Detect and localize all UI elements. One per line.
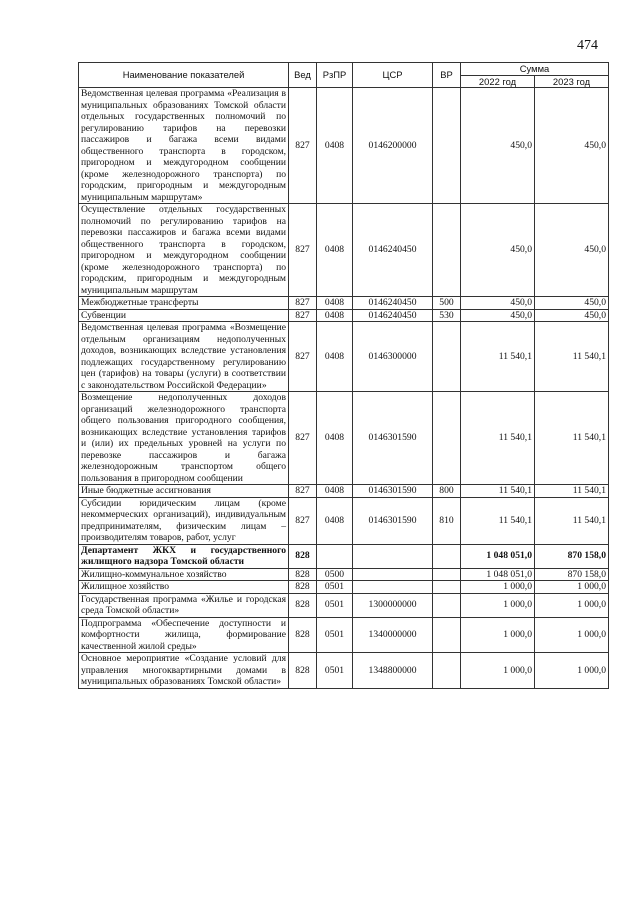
- row-name: Основное мероприятие «Создание условий для управления многоквартирными домами в муниципальных образованиях Томской области»: [79, 653, 289, 689]
- row-rzpr: 0501: [317, 653, 353, 689]
- row-sum-2022: 1 000,0: [461, 593, 535, 617]
- row-ved: 827: [289, 392, 317, 485]
- row-csr: [353, 544, 433, 568]
- table-row: [79, 544, 609, 568]
- row-ved: 827: [289, 309, 317, 322]
- row-sum-2023: 450,0: [535, 297, 609, 310]
- row-ved: 827: [289, 485, 317, 498]
- row-name: Подпрограмма «Обеспечение доступности и комфортности жилища, формирование качественной жилой среды»: [79, 617, 289, 653]
- row-sum-2023: 450,0: [535, 309, 609, 322]
- row-sum-2023: 1 000,0: [535, 653, 609, 689]
- header-name: Наименование показателей: [79, 63, 289, 88]
- row-vr: [433, 392, 461, 485]
- row-sum-2022: 450,0: [461, 88, 535, 204]
- row-csr: 0146240450: [353, 309, 433, 322]
- row-rzpr: 0408: [317, 88, 353, 204]
- row-csr: 0146301590: [353, 497, 433, 544]
- row-csr: 0146301590: [353, 485, 433, 498]
- table-row: [79, 297, 609, 310]
- row-name: Межбюджетные трансферты: [79, 297, 289, 310]
- row-csr: 0146200000: [353, 88, 433, 204]
- header-rzpr: РзПР: [317, 63, 353, 88]
- row-rzpr: 0408: [317, 297, 353, 310]
- row-csr: 0146240450: [353, 297, 433, 310]
- table-row: [79, 653, 609, 689]
- budget-table: [78, 62, 609, 689]
- row-sum-2022: 1 000,0: [461, 617, 535, 653]
- row-sum-2022: 1 000,0: [461, 581, 535, 594]
- row-name: Ведомственная целевая программа «Реализация в муниципальных образованиях Томской области отдельных государственных полномочий по регулированию тарифов на перевозки пассажиров и багажа всеми видами общественного транспорта в городском, пригородном и междугородном сообщении (кроме железнодорожного транспорта) по городским, пригородным и междугородным муниципальным маршрутам»: [79, 88, 289, 204]
- row-rzpr: 0408: [317, 485, 353, 498]
- row-rzpr: 0408: [317, 309, 353, 322]
- header-ved: Вед: [289, 63, 317, 88]
- row-sum-2023: 1 000,0: [535, 617, 609, 653]
- row-ved: 827: [289, 297, 317, 310]
- row-vr: [433, 653, 461, 689]
- row-vr: [433, 322, 461, 392]
- row-csr: 1340000000: [353, 617, 433, 653]
- row-sum-2022: 450,0: [461, 309, 535, 322]
- row-rzpr: 0408: [317, 497, 353, 544]
- row-csr: 0146300000: [353, 322, 433, 392]
- header-year-2022: 2022 год: [461, 75, 535, 88]
- row-vr: [433, 593, 461, 617]
- row-vr: 530: [433, 309, 461, 322]
- row-sum-2023: 450,0: [535, 204, 609, 297]
- row-name: Иные бюджетные ассигнования: [79, 485, 289, 498]
- row-rzpr: 0500: [317, 568, 353, 581]
- row-vr: [433, 204, 461, 297]
- row-name: Осуществление отдельных государственных полномочий по регулированию тарифов на перевозки пассажиров и багажа всеми видами общественного транспорта в городском, пригородном и междугородном сообщении (кроме железнодорожного транспорта) по городским, пригородным и междугородным муниципальным маршрутам: [79, 204, 289, 297]
- row-ved: 827: [289, 497, 317, 544]
- row-sum-2023: 1 000,0: [535, 593, 609, 617]
- row-sum-2023: 11 540,1: [535, 497, 609, 544]
- row-ved: 828: [289, 653, 317, 689]
- row-sum-2023: 450,0: [535, 88, 609, 204]
- row-csr: 0146301590: [353, 392, 433, 485]
- row-sum-2022: 450,0: [461, 297, 535, 310]
- row-vr: [433, 617, 461, 653]
- row-ved: 828: [289, 593, 317, 617]
- row-csr: 1348800000: [353, 653, 433, 689]
- table-row: [79, 309, 609, 322]
- row-csr: 0146240450: [353, 204, 433, 297]
- row-vr: [433, 88, 461, 204]
- table-row: [79, 581, 609, 594]
- row-rzpr: 0501: [317, 593, 353, 617]
- row-name: Субсидии юридическим лицам (кроме некоммерческих организаций), индивидуальным предпринимателям, физическим лицам – производителям товаров, работ, услуг: [79, 497, 289, 544]
- row-ved: 828: [289, 617, 317, 653]
- row-vr: [433, 544, 461, 568]
- row-rzpr: 0408: [317, 392, 353, 485]
- row-sum-2022: 450,0: [461, 204, 535, 297]
- table-row: [79, 485, 609, 498]
- row-vr: [433, 581, 461, 594]
- row-name: Возмещение недополученных доходов организаций железнодорожного транспорта общего пользования пригородного сообщения, возникающих вследствие установления тарифов и (или) их предельных уровней на услуги по перевозке пассажиров и багажа железнодорожным транспортом общего пользования в пригородном сообщении: [79, 392, 289, 485]
- row-name: Департамент ЖКХ и государственного жилищного надзора Томской области: [79, 544, 289, 568]
- row-sum-2022: 1 048 051,0: [461, 544, 535, 568]
- table-row: [79, 88, 609, 204]
- table-row: [79, 568, 609, 581]
- row-sum-2023: 870 158,0: [535, 568, 609, 581]
- table-row: [79, 392, 609, 485]
- page-number: 474: [577, 38, 598, 53]
- row-rzpr: 0408: [317, 322, 353, 392]
- table-row: [79, 497, 609, 544]
- row-name: Жилищное хозяйство: [79, 581, 289, 594]
- row-ved: 827: [289, 204, 317, 297]
- table-row: [79, 204, 609, 297]
- row-sum-2022: 1 000,0: [461, 653, 535, 689]
- row-vr: 500: [433, 297, 461, 310]
- row-vr: 810: [433, 497, 461, 544]
- row-name: Жилищно-коммунальное хозяйство: [79, 568, 289, 581]
- row-rzpr: [317, 544, 353, 568]
- table-row: [79, 322, 609, 392]
- row-rzpr: 0501: [317, 581, 353, 594]
- row-rzpr: 0408: [317, 204, 353, 297]
- row-sum-2022: 1 048 051,0: [461, 568, 535, 581]
- row-vr: [433, 568, 461, 581]
- row-ved: 827: [289, 322, 317, 392]
- row-rzpr: 0501: [317, 617, 353, 653]
- table-row: [79, 617, 609, 653]
- row-sum-2022: 11 540,1: [461, 392, 535, 485]
- row-vr: 800: [433, 485, 461, 498]
- row-sum-2022: 11 540,1: [461, 322, 535, 392]
- row-name: Государственная программа «Жилье и городская среда Томской области»: [79, 593, 289, 617]
- row-sum-2023: 11 540,1: [535, 485, 609, 498]
- table-body: [79, 88, 609, 689]
- row-sum-2023: 11 540,1: [535, 392, 609, 485]
- row-name: Субвенции: [79, 309, 289, 322]
- row-ved: 828: [289, 568, 317, 581]
- row-sum-2023: 870 158,0: [535, 544, 609, 568]
- row-sum-2022: 11 540,1: [461, 497, 535, 544]
- row-sum-2023: 11 540,1: [535, 322, 609, 392]
- row-sum-2022: 11 540,1: [461, 485, 535, 498]
- header-sum: Сумма: [461, 63, 609, 76]
- row-csr: [353, 568, 433, 581]
- row-ved: 828: [289, 581, 317, 594]
- header-vr: ВР: [433, 63, 461, 88]
- row-sum-2023: 1 000,0: [535, 581, 609, 594]
- row-ved: 828: [289, 544, 317, 568]
- row-csr: 1300000000: [353, 593, 433, 617]
- row-csr: [353, 581, 433, 594]
- header-csr: ЦСР: [353, 63, 433, 88]
- table-row: [79, 593, 609, 617]
- header-year-2023: 2023 год: [535, 75, 609, 88]
- row-ved: 827: [289, 88, 317, 204]
- row-name: Ведомственная целевая программа «Возмещение отдельным организациям недополученных доходов, возникающих вследствие установления подлежащих государственному регулированию цен (тарифов) на товары (услуги) в соответствии с законодательством Российской Федерации»: [79, 322, 289, 392]
